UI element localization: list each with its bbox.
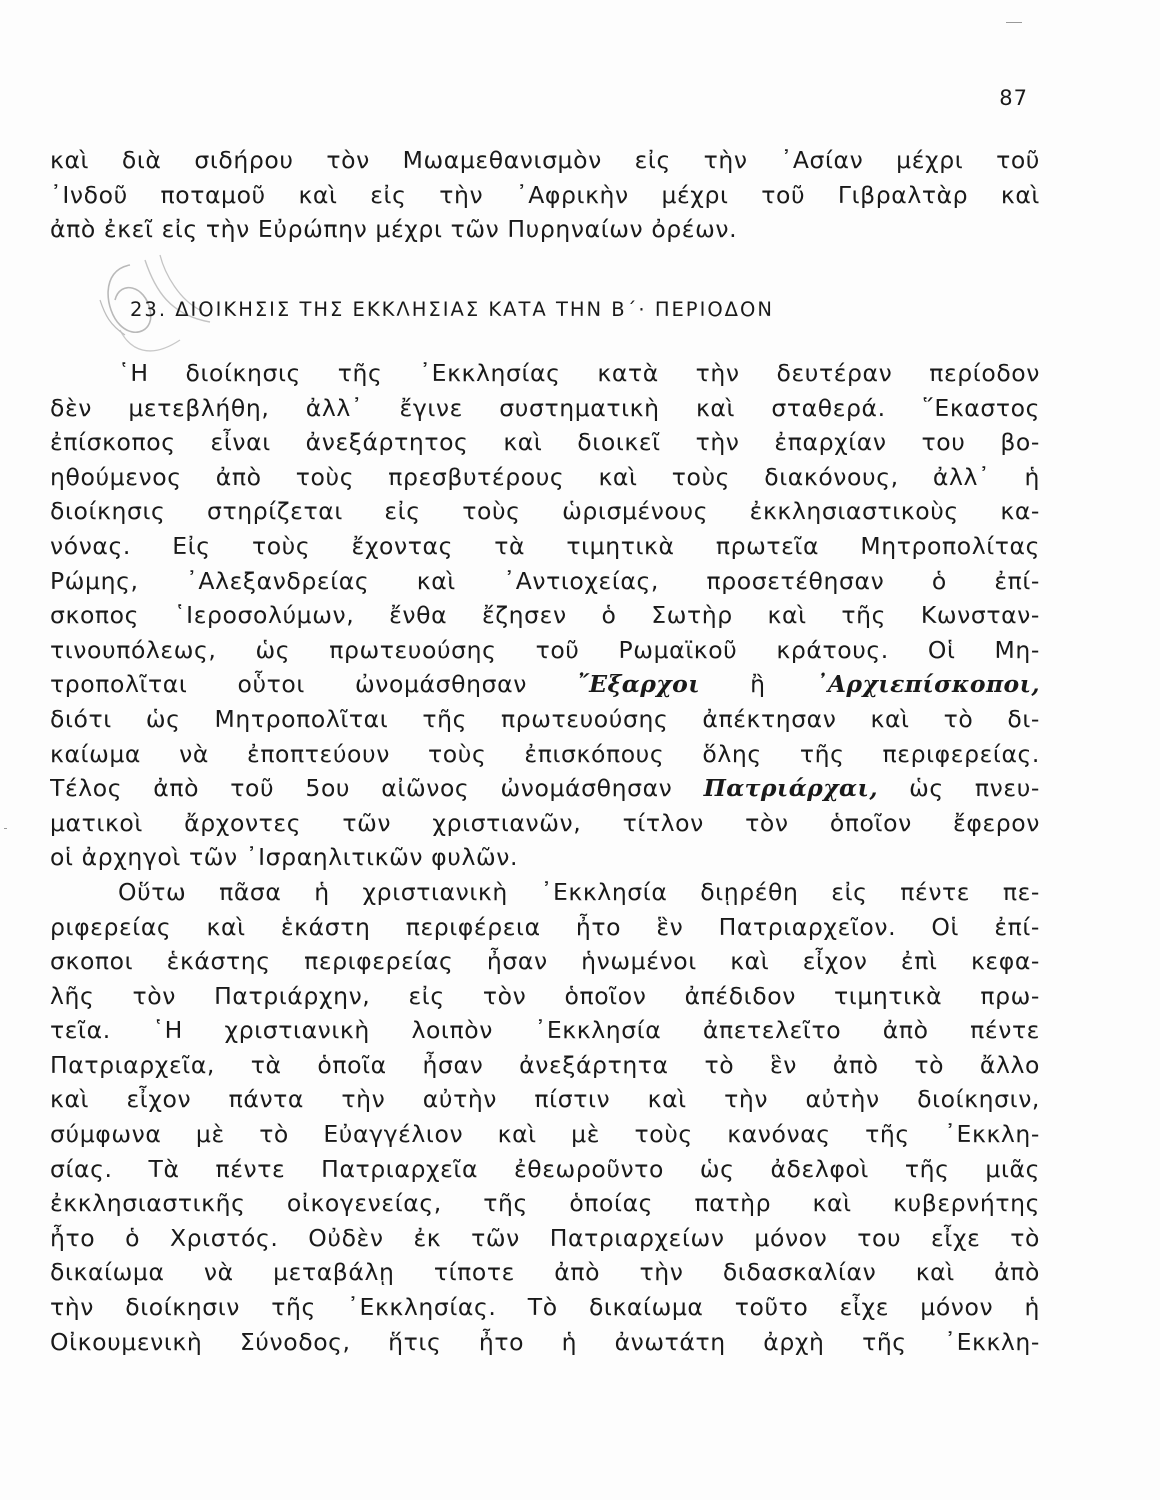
text-line: νόνας. Εἰς τοὺς ἔχοντας τὰ τιμητικὰ πρωτεῖα Μητροπολίτας (50, 531, 1040, 560)
text-line: ριφερείας καὶ ἑκάστη περιφέρεια ἦτο ἓν Πατριαρχεῖον. Οἱ ἐπί- (50, 912, 1040, 941)
text-line: τινουπόλεως, ὡς πρωτευούσης τοῦ Ρωμαϊκοῦ κράτους. Οἱ Μη- (50, 635, 1040, 664)
text-line: καὶ διὰ σιδήρου τὸν Μωαμεθανισμὸν εἰς τὴν ᾿Ασίαν μέχρι τοῦ (50, 146, 1040, 174)
text-line: Οὕτω πᾶσα ἡ χριστιανικὴ ᾿Εκκλησία διῃρέθη εἰς πέντε πε- (118, 877, 1040, 906)
text-line: ἦτο ὁ Χριστός. Οὐδὲν ἐκ τῶν Πατριαρχείων μόνον του εἶχε τὸ (50, 1223, 1040, 1252)
text-line: λῆς τὸν Πατριάρχην, εἰς τὸν ὁποῖον ἀπέδιδον τιμητικὰ πρω- (50, 981, 1040, 1010)
text-line: ματικοὶ ἄρχοντες τῶν χριστιανῶν, τίτλον τὸν ὁποῖον ἔφερον (50, 808, 1040, 837)
text-line: σύμφωνα μὲ τὸ Εὐαγγέλιον καὶ μὲ τοὺς κανόνας τῆς ᾿Εκκλη- (50, 1120, 1040, 1149)
term-patriarchai: Πατριάρχαι, (703, 774, 878, 803)
text-line: ἐκκλησιαστικῆς οἰκογενείας, τῆς ὁποίας πατὴρ καὶ κυβερνήτης (50, 1189, 1040, 1218)
text-line: σκοποι ἑκάστης περιφερείας ἦσαν ἡνωμένοι καὶ εἶχον ἐπὶ κεφα- (50, 947, 1040, 976)
text-segment: Τέλος ἀπὸ τοῦ 5ου αἰῶνος ὠνομάσθησαν (50, 774, 704, 803)
text-line: καὶ εἶχον πάντα τὴν αὐτὴν πίστιν καὶ τὴν αὐτὴν διοίκησιν, (50, 1085, 1040, 1114)
text-line: δικαίωμα νὰ μεταβάλῃ τίποτε ἀπὸ τὴν διδασκαλίαν καὶ ἀπὸ (50, 1258, 1040, 1287)
page-number: 87 (999, 86, 1028, 110)
text-line: διοίκησις στηρίζεται εἰς τοὺς ὡρισμένους ἐκκλησιαστικοὺς κα- (50, 497, 1040, 526)
text-line: καίωμα νὰ ἐποπτεύουν τοὺς ἐπισκόπους ὅλης τῆς περιφερείας. (50, 739, 1040, 768)
body-text (50, 356, 1040, 1359)
text-line: οἱ ἀρχηγοὶ τῶν ᾿Ισραηλιτικῶν φυλῶν. (50, 843, 519, 872)
text-line: ῾Η διοίκησις τῆς ᾿Εκκλησίας κατὰ τὴν δευτέραν περίοδον (118, 359, 1040, 387)
text-line: τὴν διοίκησιν τῆς ᾿Εκκλησίας. Τὸ δικαίωμα τοῦτο εἶχε μόνον ἡ (50, 1293, 1040, 1322)
text-line: ᾿Ινδοῦ ποταμοῦ καὶ εἰς τὴν ᾿Αφρικὴν μέχρι τοῦ Γιβραλτὰρ καὶ (50, 180, 1040, 209)
continued-text-block (50, 143, 1040, 247)
text-line: τεῖα. ῾Η χριστιανικὴ λοιπὸν ᾿Εκκλησία ἀπετελεῖτο ἀπὸ πέντε (50, 1016, 1040, 1045)
text-segment: τροπολῖται οὗτοι ὠνομάσθησαν (50, 670, 577, 699)
text-segment: ὡς πνευ- (877, 774, 1040, 803)
text-segment: ἢ (700, 670, 816, 699)
section-heading: 23. ΔΙΟΙΚΗΣΙΣ ΤΗΣ ΕΚΚΛΗΣΙΑΣ ΚΑΤΑ ΤΗΝ Β΄· ΠΕΡΙΟΔΟΝ (130, 298, 774, 321)
text-line: ηθούμενος ἀπὸ τοὺς πρεσβυτέρους καὶ τοὺς διακόνους, ἀλλ᾿ ἡ (50, 462, 1040, 491)
text-line: διότι ὡς Μητροπολῖται τῆς πρωτευούσης ἀπέκτησαν καὶ τὸ δι- (50, 704, 1040, 733)
text-line-with-terms (50, 667, 1040, 702)
term-archiepiskopoi: ᾿Αρχιεπίσκοποι, (815, 670, 1040, 699)
text-line-with-term (50, 771, 1040, 806)
text-line: ἐπίσκοπος εἶναι ἀνεξάρτητος καὶ διοικεῖ τὴν ἐπαρχίαν του βο- (50, 428, 1040, 457)
text-line: ἀπὸ ἐκεῖ εἰς τὴν Εὐρώπην μέχρι τῶν Πυρηναίων ὀρέων. (50, 215, 738, 244)
text-line: Οἰκουμενικὴ Σύνοδος, ἥτις ἦτο ἡ ἀνωτάτη ἀρχὴ τῆς ᾿Εκκλη- (50, 1327, 1040, 1356)
term-exarchoi: ῎Εξαρχοι (577, 670, 700, 699)
text-line: Ρώμης, ᾿Αλεξανδρείας καὶ ᾿Αντιοχείας, προσετέθησαν ὁ ἐπί- (50, 566, 1040, 595)
scan-edge-mark (1006, 22, 1022, 23)
scan-edge-mark (4, 828, 7, 829)
text-line: σίας. Τὰ πέντε Πατριαρχεῖα ἐθεωροῦντο ὡς ἀδελφοὶ τῆς μιᾶς (50, 1154, 1040, 1183)
text-line: σκοπος ῾Ιεροσολύμων, ἔνθα ἔζησεν ὁ Σωτὴρ καὶ τῆς Κωνσταν- (50, 601, 1040, 630)
text-line: δὲν μετεβλήθη, ἀλλ᾿ ἔγινε συστηματικὴ καὶ σταθερά. ῞Εκαστος (50, 393, 1040, 422)
text-line: Πατριαρχεῖα, τὰ ὁποῖα ἦσαν ἀνεξάρτητα τὸ ἓν ἀπὸ τὸ ἄλλο (50, 1050, 1040, 1079)
